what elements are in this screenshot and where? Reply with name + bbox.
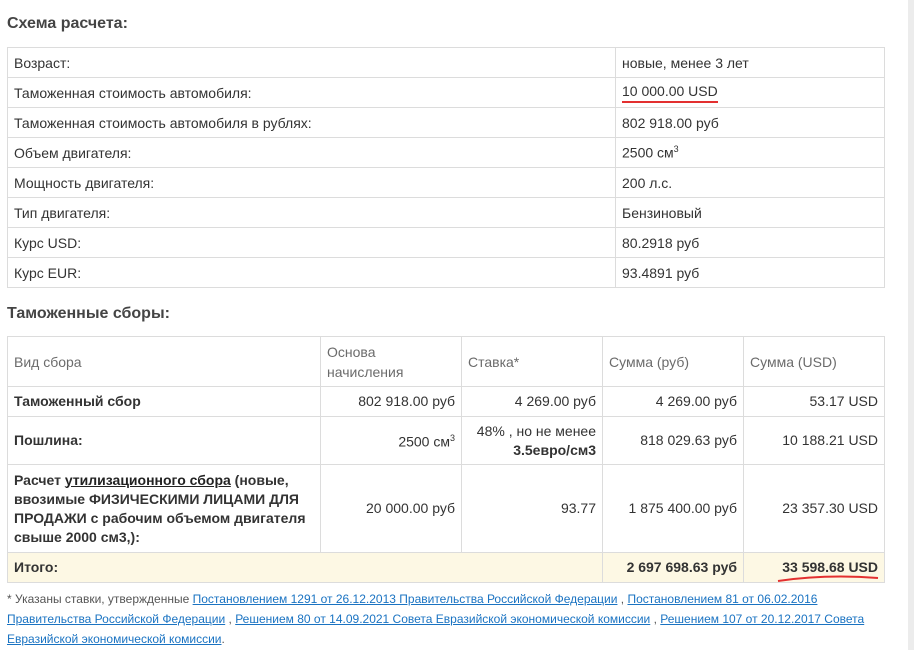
footnote-separator: , [650,612,661,626]
fees-table [7,336,885,583]
fee-usd: 53.17 USD [744,387,885,417]
total-usd-cell [744,553,885,583]
row-label: Таможенная стоимость автомобиля: [8,78,616,108]
total-usd-wrap [782,558,878,577]
fee-base: 802 918.00 руб [321,387,462,417]
footnote-separator: , [225,612,236,626]
fees-section-title: Таможенные сборы: [7,305,170,322]
engine-volume-value: 2500 см [622,144,674,161]
row-value: 93.4891 руб [616,258,885,288]
fee-rate [462,417,603,465]
col-header-base: Основа начисления [321,337,462,387]
table-row [8,258,885,288]
recycling-fee-link[interactable]: утилизационного сбора [64,471,231,488]
total-usd: 33 598.68 USD [782,559,878,575]
fee-rate-line1: 48% , но не менее [476,422,596,439]
table-row [8,465,885,553]
table-row [8,108,885,138]
table-row [8,48,885,78]
row-value: 80.2918 руб [616,228,885,258]
footnote-link-3[interactable]: Решением 80 от 14.09.2021 Совета Евразийской экономической комиссии [235,612,651,626]
total-label: Итого: [8,553,603,583]
row-label: Мощность двигателя: [8,168,616,198]
fee-rub: 818 029.63 руб [603,417,744,465]
cubic-superscript: 3 [449,433,455,444]
fee-rub: 4 269.00 руб [603,387,744,417]
fee-base-value: 2500 см [398,433,450,450]
fee-base: 20 000.00 руб [321,465,462,553]
right-scroll-edge [908,0,914,650]
red-underline-annotation [776,575,880,583]
row-label: Объем двигателя: [8,138,616,168]
footnote-separator: , [617,592,628,606]
footnote-link-2[interactable]: Постановлением 81 от 06.02.2016 Правительства Российской Федерации [7,592,818,626]
row-value [616,138,885,168]
footnote-suffix: . [221,632,225,646]
row-label: Тип двигателя: [8,198,616,228]
fee-name: Таможенный сбор [8,387,321,417]
table-row [8,168,885,198]
total-row [8,553,885,583]
col-header-rub: Сумма (руб) [603,337,744,387]
table-row [8,138,885,168]
fee-name: Пошлина: [8,417,321,465]
row-value: Бензиновый [616,198,885,228]
recycling-fee-description: (новые, ввозимые ФИЗИЧЕСКИМИ ЛИЦАМИ ДЛЯ ПРОДАЖИ с рабочим объемом двигателя свыше 2000 см3,): [14,471,306,545]
col-header-usd: Сумма (USD) [744,337,885,387]
row-value: новые, менее 3 лет [616,48,885,78]
table-row [8,228,885,258]
footnote-link-1[interactable]: Постановлением 1291 от 26.12.2013 Правительства Российской Федерации [192,592,618,606]
fee-base [321,417,462,465]
row-value: 802 918.00 руб [616,108,885,138]
row-value [616,78,885,108]
row-value: 200 л.с. [616,168,885,198]
fee-usd: 10 188.21 USD [744,417,885,465]
fee-name [8,465,321,553]
col-header-type: Вид сбора [8,337,321,387]
table-row [8,387,885,417]
row-label: Курс EUR: [8,258,616,288]
cubic-superscript: 3 [673,144,679,155]
customs-value-highlighted: 10 000.00 USD [622,83,718,103]
calc-section-title: Схема расчета: [7,15,128,32]
table-row [8,417,885,465]
fee-rate-line2: 3.5евро/см3 [513,441,596,458]
fee-rate: 93.77 [462,465,603,553]
calc-table [7,47,885,288]
row-label: Возраст: [8,48,616,78]
fee-rate: 4 269.00 руб [462,387,603,417]
footnote-link-4[interactable]: Решением 107 от 20.12.2017 Совета Евразийской экономической комиссии [7,612,865,646]
recycling-fee-prefix: Расчет [14,471,65,488]
fee-rub: 1 875 400.00 руб [603,465,744,553]
footnote [7,589,887,649]
fee-usd: 23 357.30 USD [744,465,885,553]
table-row [8,78,885,108]
row-label: Таможенная стоимость автомобиля в рублях: [8,108,616,138]
table-row [8,198,885,228]
table-header-row [8,337,885,387]
row-label: Курс USD: [8,228,616,258]
footnote-prefix: * Указаны ставки, утвержденные [7,592,193,606]
total-rub: 2 697 698.63 руб [603,553,744,583]
col-header-rate: Ставка* [462,337,603,387]
